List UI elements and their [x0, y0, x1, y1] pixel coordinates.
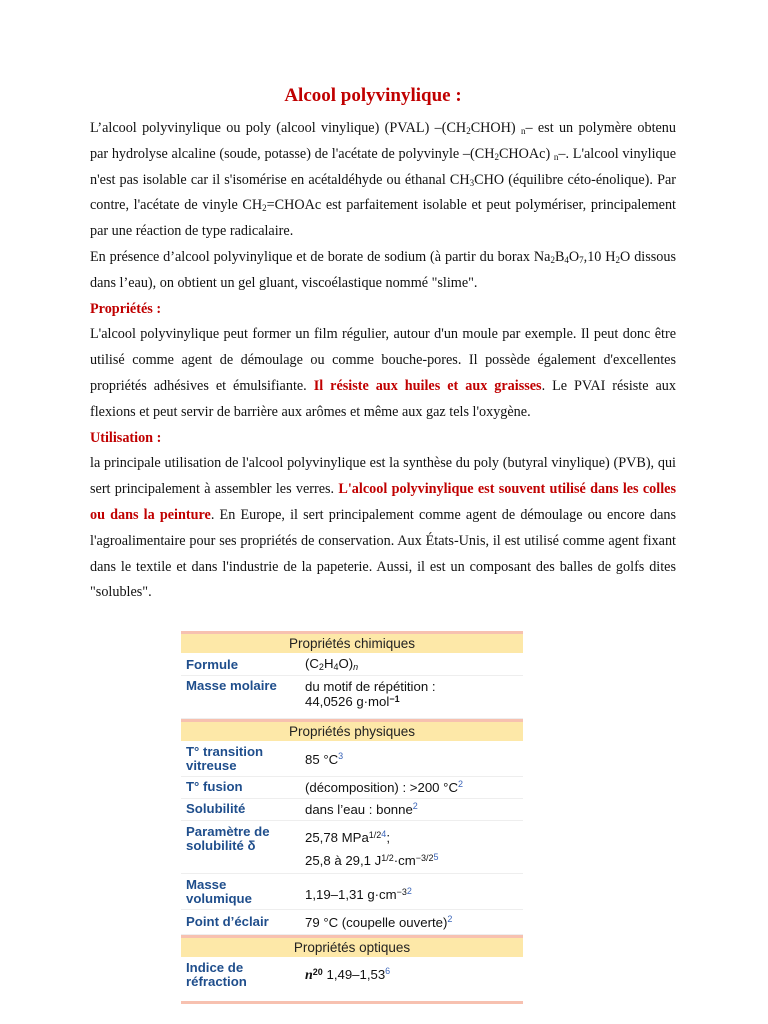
row-masse-volumique — [181, 874, 523, 910]
document-body — [90, 116, 676, 606]
solubilite-label: Solubilité — [186, 801, 246, 816]
properties-infobox — [181, 631, 523, 1005]
point-eclair-label: Point d’éclair — [186, 914, 269, 929]
indice-label: Indice de réfraction — [186, 960, 247, 989]
parametre-label: Paramètre de solubilité δ — [186, 824, 270, 853]
row-tg — [181, 741, 523, 777]
parametre-value: 25,78 MPa$^{1/24}$; 25,8 à 29,1 $J^{1/2}\cdot cm^{-3/25}$ — [305, 829, 439, 868]
masse-molaire-label: Masse molaire — [186, 678, 277, 693]
masse-volumique-label: Masse volumique — [186, 877, 252, 906]
formule-label: Formule — [186, 657, 239, 672]
section-chimiques: Propriétés chimiques — [181, 631, 523, 653]
row-solubilite — [181, 799, 523, 821]
masse-volumique-value: 1,19–1,31 g·cm$^{-32}$ — [305, 886, 412, 902]
intro-paragraph: L’alcool polyvinylique ou poly (alcool vinylique) (PVAL) $-(CH_2CHOH)$ $_n$– est un polymère obtenu par hydrolyse alcaline (soude, potasse) de l'acétate de polyvinyle $-(CH_2CHOAc)$ $_n$–. L'alcool vinylique n'est pas isolable car il s'isomérise en acétaldéhyde ou éthanal $CH_3CHO$ (équilibre céto-énolique). Par contre, l'acétate de vinyle $CH_2=CHOAc$ est parfaitement isolable et peut polymériser, principalement par une réaction de type radicalaire. — [90, 120, 676, 240]
point-eclair-value: 79 °C (coupelle ouverte)$^2$ — [305, 914, 453, 930]
tf-label: T° fusion — [186, 779, 243, 794]
proprietes-highlight: Il résiste aux huiles et aux graisses — [313, 377, 542, 394]
utilisation-highlight: L'alcool polyvinylique est souvent utilisé dans les colles ou dans la peinture — [90, 481, 676, 523]
row-parametre — [181, 821, 523, 874]
section-physiques: Propriétés physiques — [181, 719, 523, 741]
row-point-eclair — [181, 910, 523, 935]
row-formule — [181, 653, 523, 676]
proprietes-heading: Propriétés : — [90, 300, 162, 317]
section-optiques: Propriétés optiques — [181, 935, 523, 957]
row-tf — [181, 777, 523, 799]
proprietes-paragraph: L'alcool polyvinylique peut former un film régulier, autour d'un moule par exemple. Il peut donc être utilisé comme agent de démoulage ou comme bouche-pores. Il possède également d'excellentes propriétés adhésives et émulsifiante. Il résiste aux huiles et aux graisses. Le PVAI résiste aux flexions et peut servir de barrière aux arômes et même aux gaz tels l'oxygène. — [90, 326, 676, 420]
tg-label: T° transition vitreuse — [186, 744, 264, 773]
infobox-bottom-rule — [181, 1001, 523, 1004]
tf-value: (décomposition) : >200 °C$^2$ — [305, 779, 463, 795]
indice-value: $n^{20}$ 1,49–1,53$^6$ — [305, 966, 391, 983]
masse-molaire-value: du motif de répétition : 44,0526 g·mol$^{-1}$ — [305, 679, 436, 709]
slime-paragraph: En présence d’alcool polyvinylique et de borate de sodium (à partir du borax $Na_2B_4O_7,10$ $H_2O$ dissous dans l’eau), on obtient un gel gluant, viscoélastique nommé "slime". — [90, 248, 676, 291]
solubilite-value: dans l’eau : bonne$^2$ — [305, 801, 418, 817]
utilisation-paragraph: la principale utilisation de l'alcool polyvinylique est la synthèse du poly (butyral vinylique) (PVB), qui sert principalement à assembler les verres. L'alcool polyvinylique est souvent utilisé dans les colles ou dans la peinture. En Europe, il sert principalement comme agent de démoulage ou encore dans l'agroalimentaire pour ses propriétés de conservation. Aux États-Unis, il est utilisé comme agent fixant dans le textile et dans l'industrie de la papeterie. Aussi, il est un composant des balles de golfs dites "solubles". — [90, 455, 677, 601]
page-title: Alcool polyvinylique : — [284, 85, 462, 106]
formule-value: $(C_2H_4O)_n$ — [305, 656, 359, 672]
tg-value: 85 °C$^3$ — [305, 751, 344, 767]
row-indice — [181, 957, 523, 992]
utilisation-heading: Utilisation : — [90, 429, 162, 446]
row-masse-molaire — [181, 676, 523, 719]
